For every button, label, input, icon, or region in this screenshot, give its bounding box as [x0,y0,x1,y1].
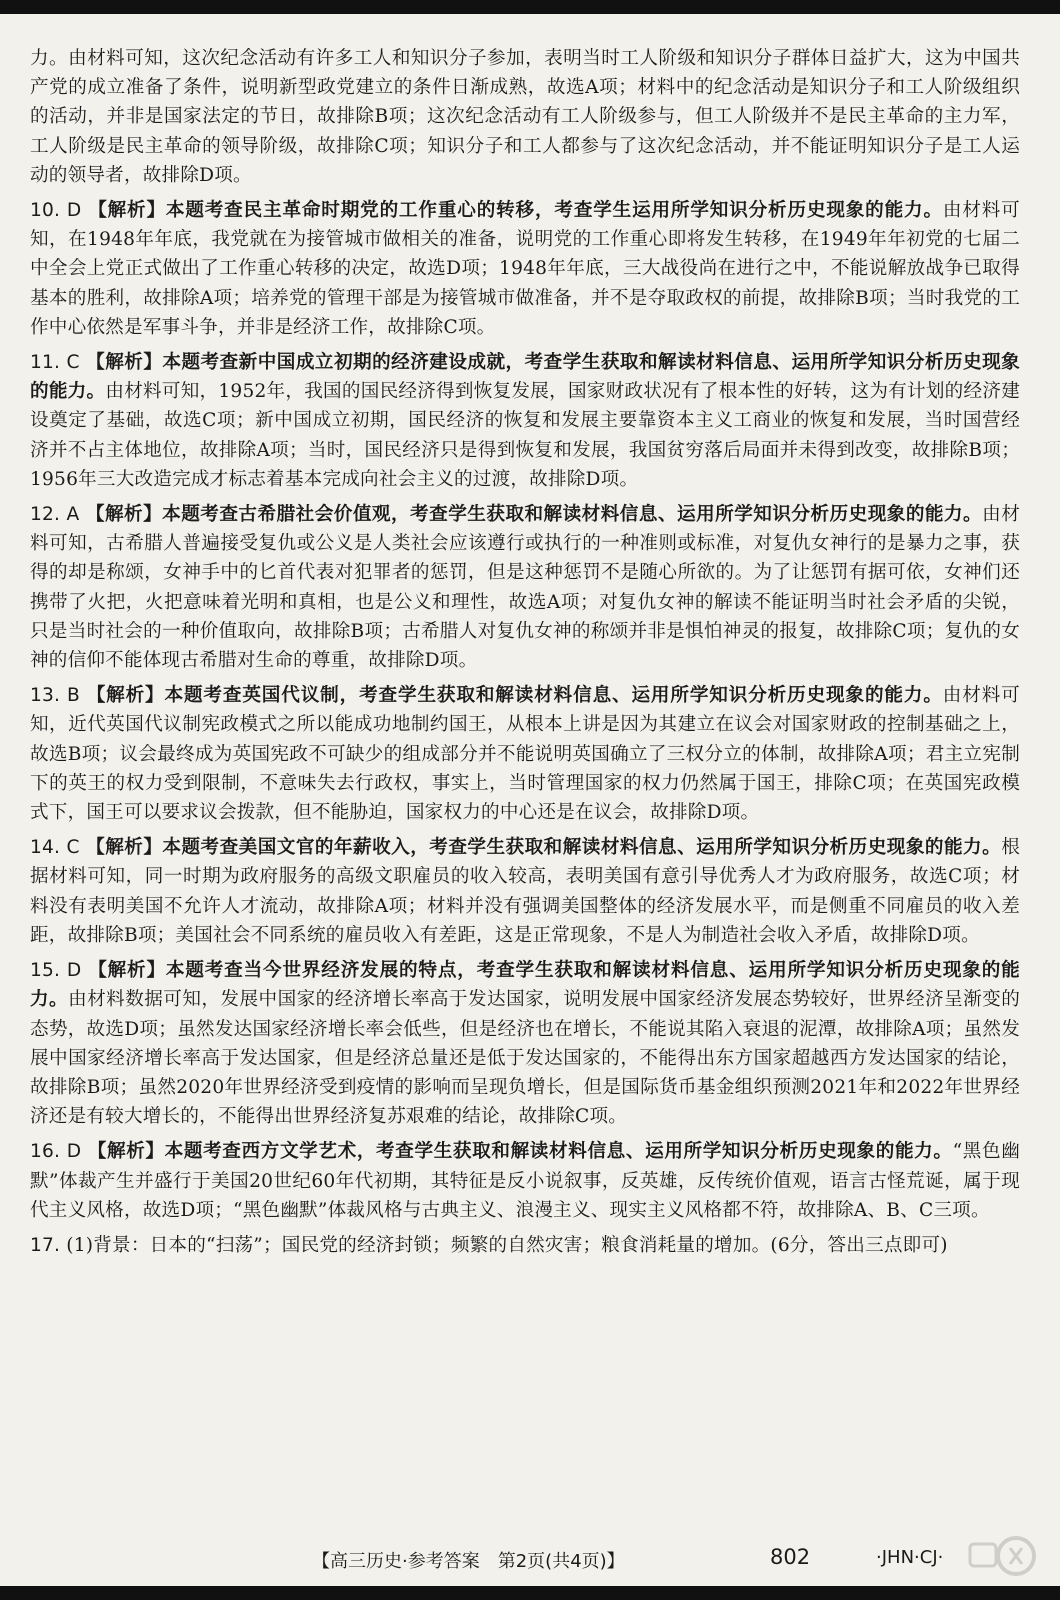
page-footer [0,1543,1060,1575]
question-focus: 本题考查美国文官的年薪收入，考查学生获取和解读材料信息、运用所学知识分析历史现象的能力。 [162,837,1002,859]
question-focus: 本题考查民主革命时期党的工作重心的转移，考查学生运用所学知识分析历史现象的能力。 [165,200,943,222]
answer-entry-continued [30,44,1020,190]
entry-body: (1)背景：日本的“扫荡”；国民党的经济封锁；频繁的自然灾害；粮食消耗量的增加。(6分，答出三点即可) [66,1234,948,1256]
question-focus: 本题考查古希腊社会价值观，考查学生获取和解读材料信息、运用所学知识分析历史现象的能力。 [162,504,983,526]
footer-title: 【高三历史·参考答案 第2页(共4页)】 [312,1551,625,1572]
analysis-tag: 【解析】 [85,504,163,526]
entry-body: 由材料可知，近代英国代议制宪政模式之所以能成功地制约国王，从根本上讲是因为其建立在议会对国家财政的控制基础之上，故选B项；议会最终成为英国宪政不可缺少的组成部分并不能说明英国确立了三权分立的体制，故排除A项；君主立宪制下的英王的权力受到限制，不意味失去行政权，事实上，当时管理国家的权力仍然属于国王，排除C项；在英国宪政模式下，国王可以要求议会拨款，但不能胁迫，国家权力的中心还是在议会，故排除D项。 [30,685,1020,824]
question-number: 14. C [30,837,80,859]
question-number: 13. B [30,685,80,707]
answer-entry-12 [30,500,1020,675]
analysis-tag: 【解析】 [86,685,165,707]
answer-entry-14 [30,833,1020,950]
entry-body: 由材料可知，1952年，我国的国民经济得到恢复发展，国家财政状况有了根本性的好转，这为有计划的经济建设奠定了基础，故选C项；新中国成立初期，国民经济的恢复和发展主要靠资本主义工商业的恢复和发展，当时国营经济并不占主体地位，故排除A项；当时，国民经济只是得到恢复和发展，我国贫穷落后局面并未得到改变，故排除B项；1956年三大改造完成才标志着基本完成向社会主义的过渡，故排除D项。 [30,381,1020,490]
scan-bottom-edge [0,1586,1060,1600]
footer-series: ·JHN·CJ· [876,1547,944,1568]
scan-top-edge [0,0,1060,14]
answer-entry-15 [30,956,1020,1131]
watermark-logo-icon [966,1530,1036,1584]
entry-body: “黑色幽默”体裁产生并盛行于美国20世纪60年代初期，其特征是反小说叙事，反英雄，反传统价值观，语言古怪荒诞，属于现代主义风格，故选D项；“黑色幽默”体裁风格与古典主义、浪漫主义、现实主义风格都不符，故排除A、B、C三项。 [30,1141,1020,1221]
answer-entry-11 [30,348,1020,494]
question-focus: 本题考查英国代议制，考查学生获取和解读材料信息、运用所学知识分析历史现象的能力。 [164,685,943,707]
question-focus: 本题考查西方文学艺术，考查学生获取和解读材料信息、运用所学知识分析历史现象的能力。 [164,1141,953,1163]
entry-body: 由材料可知，古希腊人普遍接受复仇或公义是人类社会应该遵行或执行的一种准则或标准，对复仇女神行的是暴力之事，获得的却是称颂，女神手中的匕首代表对犯罪者的惩罚，但是这种惩罚不是随心所欲的。为了让惩罚有据可依，女神们还携带了火把，火把意味着光明和真相，也是公义和理性，故选A项；对复仇女神的解读不能证明当时社会矛盾的尖锐，只是当时社会的一种价值取向，故排除B项；古希腊人对复仇女神的称颂并非是惧怕神灵的报复，故排除C项；复仇的女神的信仰不能体现古希腊对生命的尊重，故排除D项。 [30,504,1020,672]
entry-body: 由材料数据可知，发展中国家的经济增长率高于发达国家，说明发展中国家经济发展态势较好，世界经济呈渐变的态势，故选D项；虽然发达国家经济增长率会低些，但是经济也在增长，不能说其陷入衰退的泥潭，故排除A项；虽然发展中国家经济增长率高于发达国家，但是经济总量还是低于发达国家的，不能得出东方国家超越西方发达国家的结论，故排除B项；虽然2020年世界经济受到疫情的影响而呈现负增长，但是国际货币基金组织预测2021年和2022年世界经济还是有较大增长的，不能得出世界经济复苏艰难的结论，故排除C项。 [30,989,1020,1128]
question-focus: 本题考查当今世界经济发展的特点，考查学生获取和解读材料信息、运用所学知识分析历史现象的能力。 [30,960,1020,1011]
question-focus: 本题考查新中国成立初期的经济建设成就，考查学生获取和解读材料信息、运用所学知识分析历史现象的能力。 [30,352,1020,403]
question-number: 12. A [30,504,80,526]
question-number: 16. D [30,1141,82,1163]
analysis-tag: 【解析】 [86,352,163,374]
answer-entry-17 [30,1231,1020,1260]
question-number: 17. [30,1234,61,1256]
answer-entry-16 [30,1137,1020,1225]
answer-entry-13 [30,681,1020,827]
analysis-tag: 【解析】 [88,960,166,982]
answer-entry-10 [30,196,1020,342]
entry-body: 力。由材料可知，这次纪念活动有许多工人和知识分子参加，表明当时工人阶级和知识分子群体日益扩大，这为中国共产党的成立准备了条件，说明新型政党建立的条件日渐成熟，故选A项；材料中的纪念活动是知识分子和工人阶级组织的活动，并非是国家法定的节日，故排除B项；这次纪念活动有工人阶级参与，但工人阶级并不是民主革命的主力军，工人阶级是民主革命的领导阶级，故排除C项；知识分子和工人都参与了这次纪念活动，并不能证明知识分子是工人运动的领导者，故排除D项。 [30,48,1020,186]
analysis-tag: 【解析】 [87,1141,165,1163]
entry-body: 由材料可知，在1948年年底，我党就在为接管城市做相关的准备，说明党的工作重心即将发生转移，在1949年年初党的七届二中全会上党正式做出了工作重心转移的决定，故选D项；1948年年底，三大战役尚在进行之中，不能说解放战争已取得基本的胜利，故排除A项；培养党的管理干部是为接管城市做准备，并不是夺取政权的前提，故排除B项；当时我党的工作中心依然是军事斗争，并非是经济工作，故排除C项。 [30,200,1020,338]
answer-document [30,44,1020,1266]
entry-body: 根据材料可知，同一时期为政府服务的高级文职雇员的收入较高，表明美国有意引导优秀人才为政府服务，故选C项；材料没有表明美国不允许人才流动，故排除A项；材料并没有强调美国整体的经济发展水平，而是侧重不同雇员的收入差距，故排除B项；美国社会不同系统的雇员收入有差距，这是正常现象，不是人为制造社会收入矛盾，故排除D项。 [30,837,1020,946]
analysis-tag: 【解析】 [86,837,163,859]
analysis-tag: 【解析】 [88,200,166,222]
question-number: 10. D [30,200,82,222]
question-number: 11. C [30,352,80,374]
question-number: 15. D [30,960,82,982]
footer-code: 802 [770,1545,811,1569]
